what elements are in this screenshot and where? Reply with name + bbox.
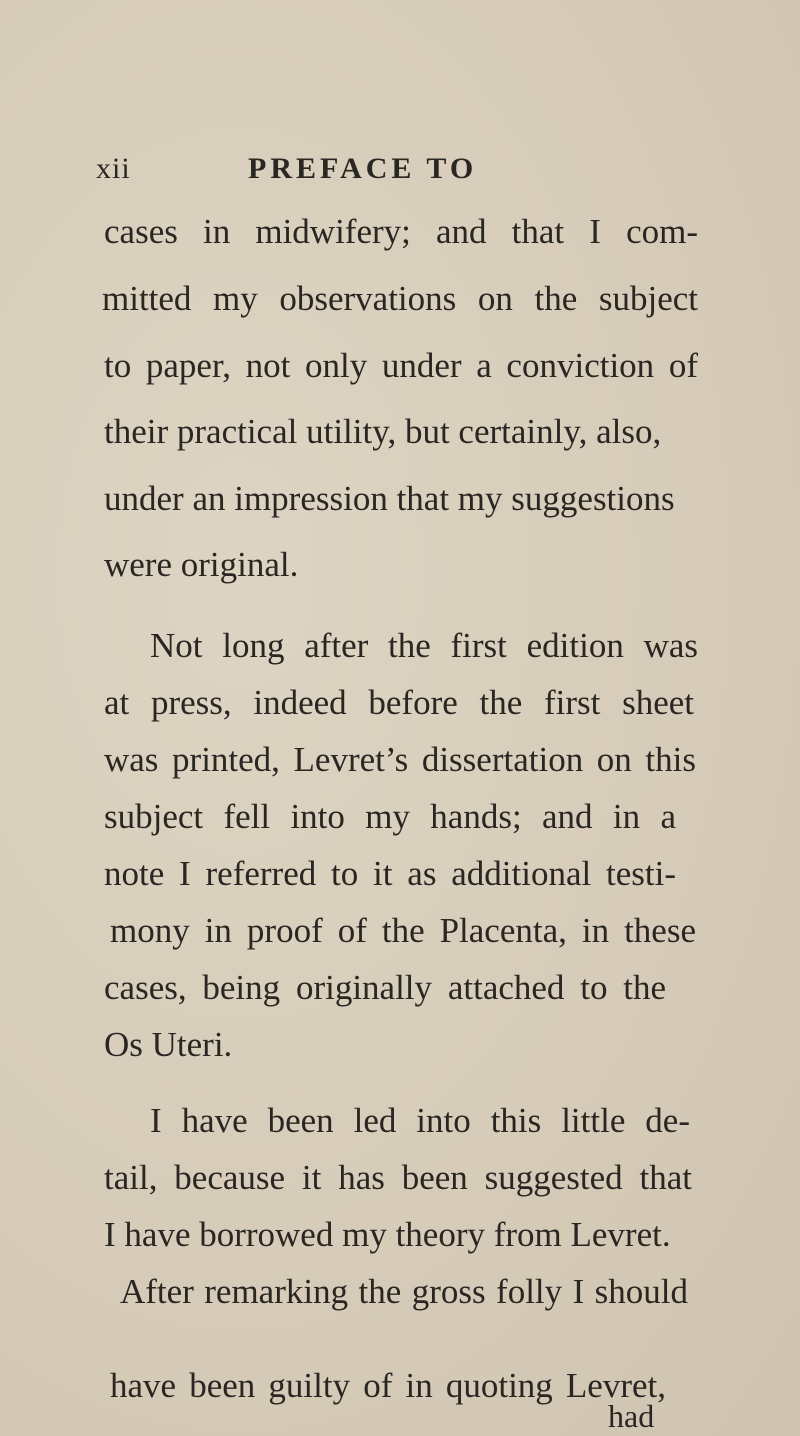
- text-line: were original.: [104, 545, 299, 584]
- text-line: mitted my observations on the subject: [102, 279, 698, 318]
- text-line: After remarking the gross folly I should: [120, 1272, 688, 1311]
- text-line: cases in midwifery; and that I com-: [104, 212, 698, 251]
- page-number: xii: [96, 152, 131, 185]
- text-line: I have been led into this little de-: [150, 1101, 690, 1140]
- text-line: note I referred to it as additional testi-: [104, 854, 676, 893]
- catchword: had: [608, 1398, 655, 1434]
- text-line: Not long after the first edition was: [150, 626, 698, 665]
- text-line: have been guilty of in quoting Levret,: [110, 1366, 666, 1405]
- text-line: to paper, not only under a conviction of: [104, 346, 698, 385]
- page-header: [96, 152, 696, 192]
- text-line: their practical utility, but certainly, also,: [104, 412, 662, 451]
- text-line: Os Uteri.: [104, 1025, 233, 1064]
- text-line: at press, indeed before the first sheet: [104, 683, 694, 722]
- text-line: cases, being originally attached to the: [104, 968, 666, 1007]
- text-line: under an impression that my suggestions: [104, 479, 675, 518]
- text-line: I have borrowed my theory from Levret.: [104, 1215, 671, 1254]
- running-head: PREFACE TO: [248, 152, 478, 185]
- text-line: tail, because it has been suggested that: [104, 1158, 692, 1197]
- text-line: was printed, Levret’s dissertation on this: [104, 740, 696, 779]
- text-line: mony in proof of the Placenta, in these: [110, 911, 696, 950]
- text-line: subject fell into my hands; and in a: [104, 797, 676, 836]
